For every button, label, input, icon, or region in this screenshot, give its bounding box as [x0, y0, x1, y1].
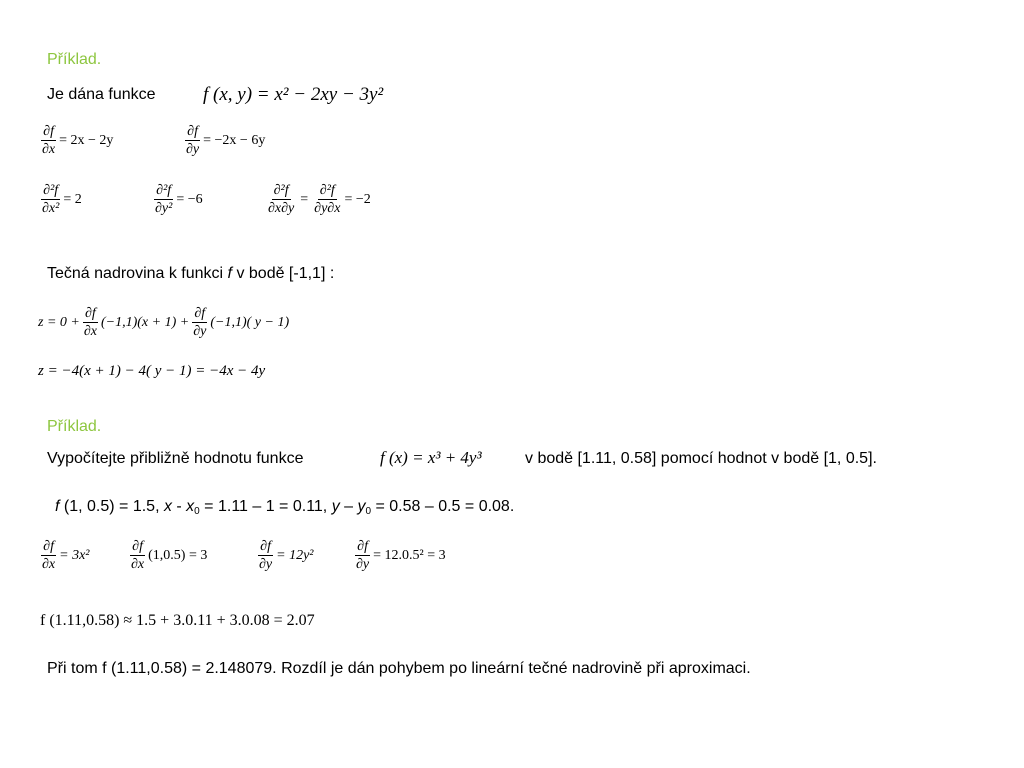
values-y0: y: [357, 498, 366, 515]
approximation-equation: f (1.11,0.58) ≈ 1.5 + 3.0.11 + 3.0.08 = 2.07: [40, 612, 315, 629]
frac-num: ∂f: [43, 539, 54, 554]
values-part1: (1, 0.5) = 1.5,: [59, 498, 164, 515]
values-part2: = 1.11 – 1 = 0.11,: [199, 498, 332, 515]
example1-intro: Je dána funkce: [47, 86, 156, 103]
frac-num: ∂f: [187, 124, 198, 139]
partial-fy-rhs: = −2x − 6y: [203, 133, 266, 148]
example2-heading: Příklad.: [47, 418, 102, 435]
fraction-d2f-dxdy: [266, 184, 296, 216]
fraction-df-dy: [257, 540, 274, 572]
ex2-partial-fy-rhs: = 12y²: [276, 548, 314, 563]
frac-num: ∂²f: [319, 183, 335, 198]
values-x0-sub: 0: [194, 506, 200, 517]
values-minus2: –: [339, 498, 358, 515]
frac-num: ∂f: [43, 124, 54, 139]
fraction-df-dx: [129, 540, 146, 572]
values-y: y: [331, 498, 340, 515]
example2-task-suffix: v bodě [1.11, 0.58] pomocí hodnot v bodě [1, 0.5].: [525, 450, 877, 467]
frac-den: ∂x: [42, 142, 56, 157]
tangent-heading-prefix: Tečná nadrovina k funkci: [47, 265, 228, 282]
tangent-heading-suffix: v bodě [-1,1] :: [232, 265, 335, 282]
frac-num: ∂f: [260, 539, 271, 554]
fraction-df-dx: [40, 125, 57, 157]
frac-den: ∂x: [131, 557, 145, 572]
partial-fx: [38, 125, 113, 157]
frac-den: ∂y: [259, 557, 273, 572]
frac-num: ∂²f: [273, 183, 289, 198]
values-f: f: [55, 498, 60, 515]
frac-den: ∂x: [42, 557, 56, 572]
partial-fxy-rhs: = −2: [344, 192, 371, 207]
ex2-partial-fy: [255, 540, 314, 572]
partial-fyy: [151, 184, 203, 216]
example1-heading: Příklad.: [47, 51, 102, 68]
frac-den: ∂y: [356, 557, 370, 572]
frac-num: ∂²f: [156, 183, 172, 198]
ex2-partial-fy-at: [352, 540, 446, 572]
partial-fx-rhs: = 2x − 2y: [59, 133, 114, 148]
tangent-equation-1: [38, 307, 289, 339]
partial-fxx: [38, 184, 82, 216]
example2-function-formula: f (x) = x³ + 4y³: [380, 448, 482, 467]
values-y0-sub: 0: [365, 506, 372, 517]
values-part3: = 0.58 – 0.5 = 0.08.: [371, 498, 515, 515]
fraction-df-dx: [40, 540, 57, 572]
partial-fxy: [264, 184, 371, 216]
tangent-eq1-term2: (−1,1)( y − 1): [210, 315, 290, 330]
fraction-df-dy: [191, 307, 208, 339]
equals-sign: =: [300, 192, 309, 207]
ex2-partial-fx-rhs: = 3x²: [59, 548, 90, 563]
fraction-d2f-dy2: [153, 184, 174, 216]
ex2-partial-fy-at-rhs: = 12.0.5² = 3: [373, 548, 446, 563]
tangent-eq1-term1: (−1,1)(x + 1) +: [100, 315, 190, 330]
frac-den: ∂y: [186, 142, 200, 157]
example2-values-line: [55, 498, 514, 517]
conclusion-text: Při tom f (1.11,0.58) = 2.148079. Rozdíl je dán pohybem po lineární tečné nadrovině při aproximaci.: [47, 660, 751, 677]
fraction-d2f-dx2: [40, 184, 61, 216]
frac-num: ∂f: [132, 539, 143, 554]
frac-den: ∂y∂x: [314, 201, 341, 216]
frac-den: ∂x∂y: [268, 201, 295, 216]
frac-num: ∂f: [194, 306, 206, 321]
values-x0: x: [186, 498, 195, 515]
partial-fy: [182, 125, 265, 157]
partial-fxx-rhs: = 2: [63, 192, 82, 207]
tangent-heading-var: f: [227, 265, 232, 282]
fraction-df-dy: [354, 540, 371, 572]
frac-den: ∂x: [83, 324, 97, 339]
ex2-partial-fx: [38, 540, 90, 572]
tangent-equation-2: z = −4(x + 1) − 4( y − 1) = −4x − 4y: [38, 363, 266, 379]
ex2-partial-fx-at-rhs: (1,0.5) = 3: [148, 548, 208, 563]
frac-den: ∂x²: [42, 201, 60, 216]
fraction-df-dx: [82, 307, 99, 339]
tangent-eq1-lhs: z = 0 +: [38, 315, 80, 330]
frac-num: ∂f: [357, 539, 368, 554]
frac-num: ∂f: [85, 306, 96, 321]
example1-function-formula: f (x, y) = x² − 2xy − 3y²: [203, 84, 384, 105]
ex2-partial-fx-at: [127, 540, 207, 572]
frac-den: ∂y: [193, 324, 207, 339]
tangent-heading: [47, 265, 334, 283]
partial-fyy-rhs: = −6: [176, 192, 203, 207]
example2-task-prefix: Vypočítejte přibližně hodnotu funkce: [47, 450, 304, 467]
fraction-d2f-dydx: [312, 184, 342, 216]
fraction-df-dy: [184, 125, 201, 157]
values-minus1: -: [171, 498, 187, 515]
frac-den: ∂y²: [155, 201, 173, 216]
frac-num: ∂²f: [43, 183, 59, 198]
values-x: x: [163, 498, 172, 515]
